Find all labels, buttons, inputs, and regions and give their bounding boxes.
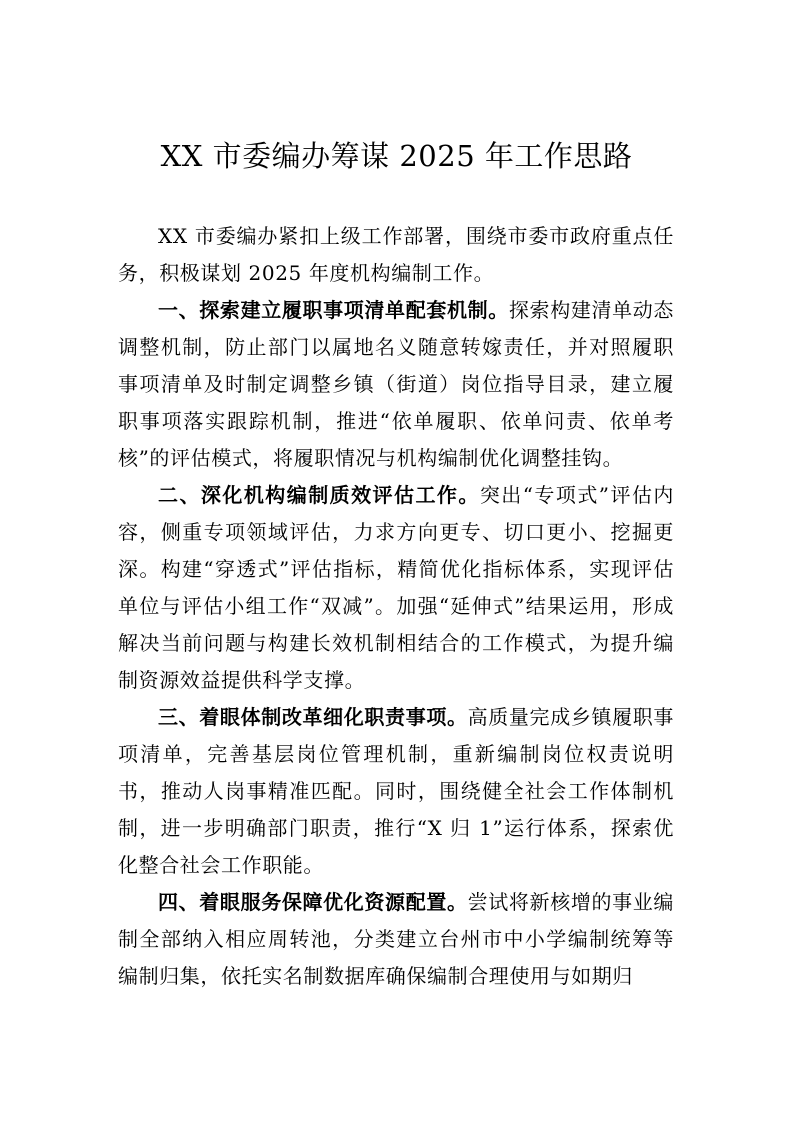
section-paragraph-1 <box>118 292 674 477</box>
intro-paragraph: XX 市委编办紧扣上级工作部署，围绕市委市政府重点任务，积极谋划 2025 年度机构编制工作。 <box>118 224 674 285</box>
document-body <box>118 218 674 995</box>
section-heading-3: 三、着眼体制改革细化职责事项。 <box>158 705 468 729</box>
document-title: XX 市委编办筹谋 2025 年工作思路 <box>160 139 633 173</box>
section-text-2: 突出“专项式”评估内容，侧重专项领域评估，力求方向更专、切口更小、挖掘更深。构建“穿透式”评估指标，精简优化指标体系，实现评估单位与评估小组工作“双减”。加强“延伸式”结果运用，形成解决当前问题与构建长效机制相结合的工作模式，为提升编制资源效益提供科学支撑。 <box>118 483 674 692</box>
section-text-1: 探索构建清单动态调整机制，防止部门以属地名义随意转嫁责任，并对照履职事项清单及时制定调整乡镇（街道）岗位指导目录，建立履职事项落实跟踪机制，推进“依单履职、依单问责、依单考核”的评估模式，将履职情况与机构编制优化调整挂钩。 <box>118 298 674 470</box>
section-paragraph-3 <box>118 699 674 884</box>
section-paragraph-2 <box>118 477 674 699</box>
section-heading-2: 二、深化机构编制质效评估工作。 <box>158 483 480 507</box>
section-text-4: 尝试将新核增的事业编制全部纳入相应周转池，分类建立台州市中小学编制统筹等编制归集，依托实名制数据库确保编制合理使用与如期归 <box>118 890 674 988</box>
section-heading-1: 一、探索建立履职事项清单配套机制。 <box>158 298 509 322</box>
section-heading-4: 四、着眼服务保障优化资源配置。 <box>158 890 468 914</box>
section-text-3: 高质量完成乡镇履职事项清单，完善基层岗位管理机制，重新编制岗位权责说明书，推动人岗事精准匹配。同时，围绕健全社会工作体制机制，进一步明确部门职责，推行“X 归 1”运行体系，探索优化整合社会工作职能。 <box>118 705 674 877</box>
section-paragraph-4 <box>118 884 674 995</box>
